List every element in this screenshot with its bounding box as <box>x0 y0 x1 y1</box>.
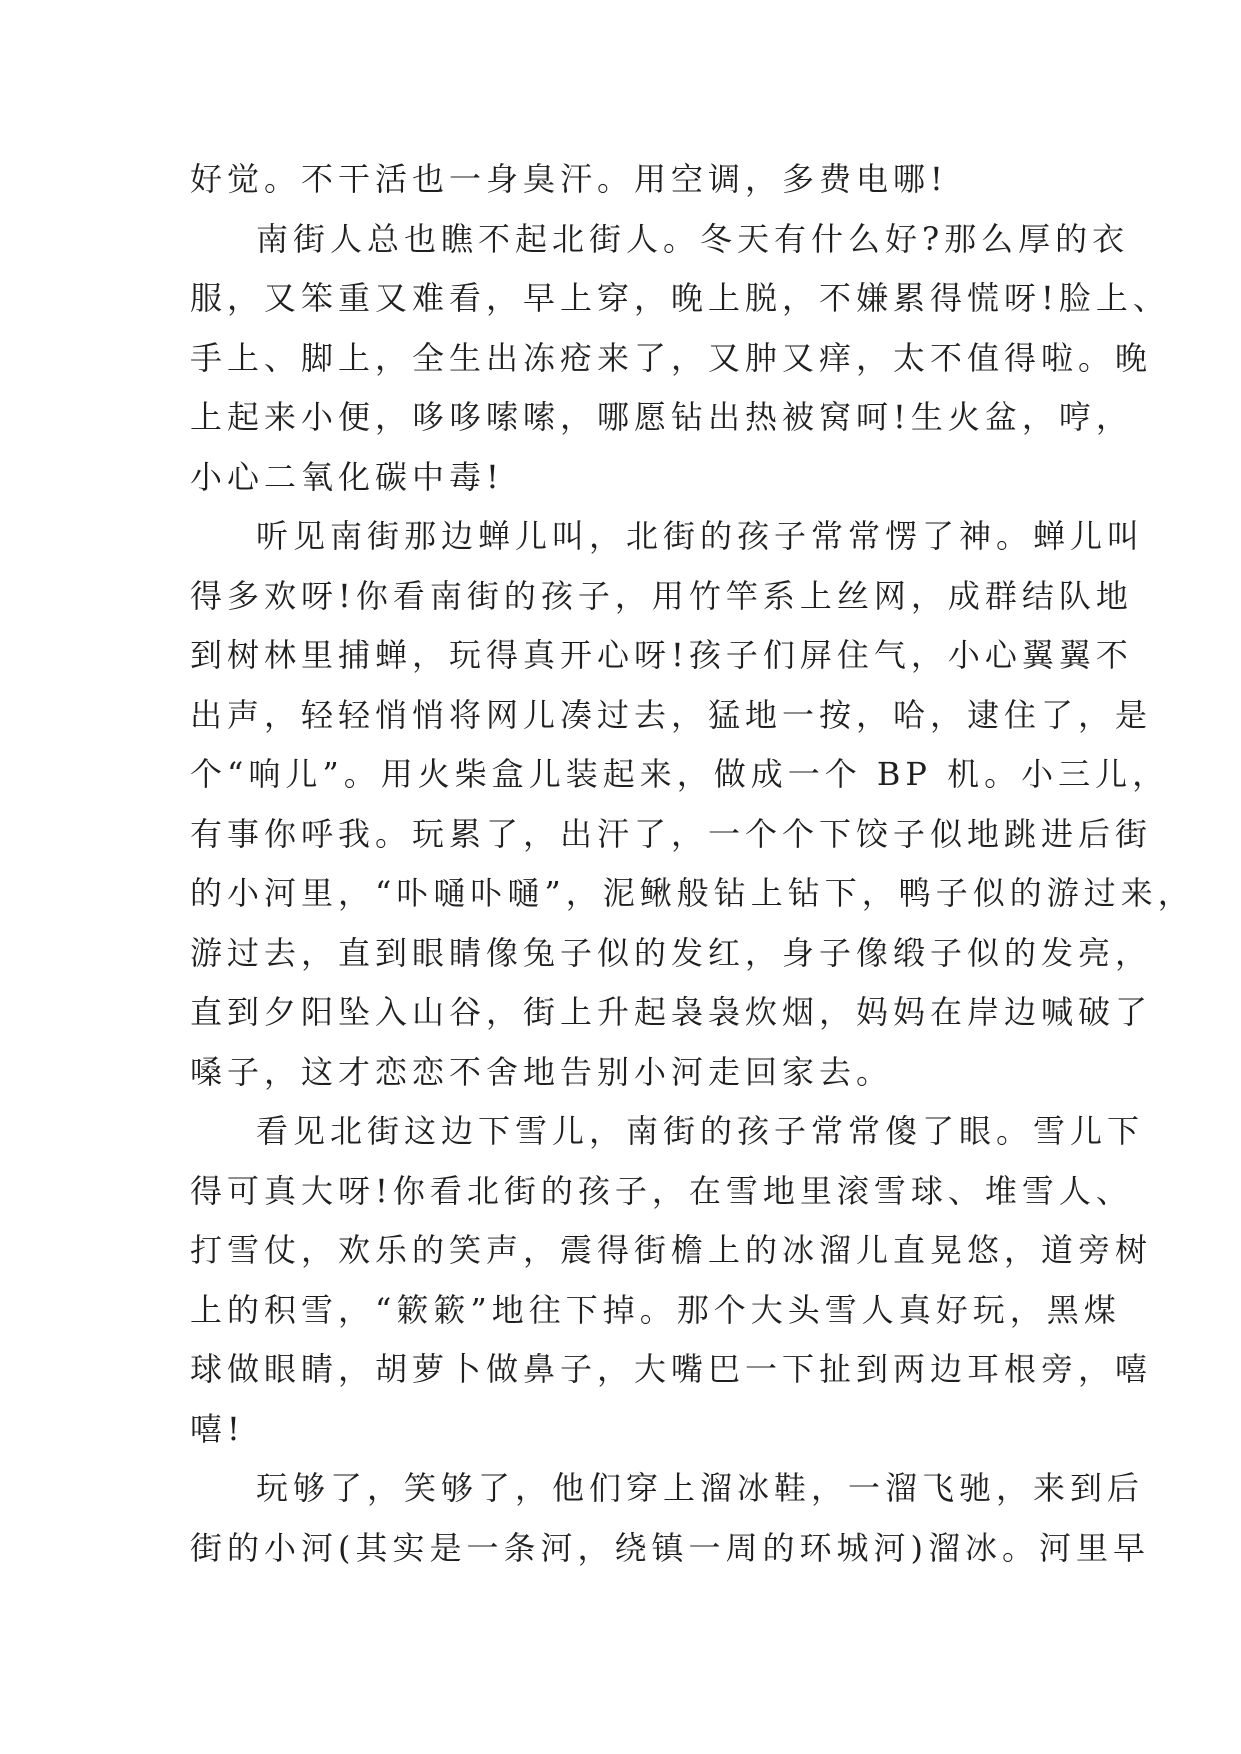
text-line: 出声，轻轻悄悄将网儿凑过去，猛地一按，哈，逮住了，是 <box>190 695 1153 734</box>
text-line: 嗓子，这才恋恋不舍地告别小河走回家去。 <box>190 1052 894 1091</box>
text-line: 听见南街那边蝉儿叫，北街的孩子常常愣了神。蝉儿叫 <box>256 517 1145 555</box>
text-line: 得可真大呀!你看北街的孩子，在雪地里滚雪球、堆雪人、 <box>190 1171 1133 1210</box>
text-line: 游过去，直到眼睛像兔子似的发红，身子像缎子似的发亮， <box>190 933 1153 972</box>
text-line: 到树林里捕蝉，玩得真开心呀!孩子们屏住气，小心翼翼不 <box>190 636 1133 674</box>
text-line: 得多欢呀!你看南街的孩子，用竹竿系上丝网，成群结队地 <box>190 576 1133 615</box>
text-line: 小心二氧化碳中毒! <box>190 457 504 496</box>
body-text <box>190 150 1195 1578</box>
text-line: 街的小河(其实是一条河，绕镇一周的环城河)溜冰。河里早 <box>190 1528 1150 1567</box>
text-line: 球做眼睛，胡萝卜做鼻子，大嘴巴一下扯到两边耳根旁，嘻 <box>190 1350 1153 1388</box>
text-line: 的小河里，“卟嗵卟嗵”，泥鳅般钻上钻下，鸭子似的游过来， <box>190 874 1195 912</box>
text-line: 玩够了，笑够了，他们穿上溜冰鞋，一溜飞驰，来到后 <box>256 1469 1145 1507</box>
text-line: 看见北街这边下雪儿，南街的孩子常常傻了眼。雪儿下 <box>256 1112 1145 1150</box>
text-line: 上的积雪，“簌簌”地往下掉。那个大头雪人真好玩，黑煤 <box>190 1290 1121 1329</box>
text-line: 有事你呼我。玩累了，出汗了，一个个下饺子似地跳进后街 <box>190 814 1153 853</box>
text-line: 个“响儿”。用火柴盒儿装起来，做成一个 BP 机。小三儿， <box>190 755 1170 793</box>
text-line: 嘻! <box>190 1409 245 1448</box>
text-line: 直到夕阳坠入山谷，街上升起袅袅炊烟，妈妈在岸边喊破了 <box>190 993 1153 1031</box>
text-line: 好觉。不干活也一身臭汗。用空调，多费电哪! <box>190 160 948 198</box>
text-line: 服，又笨重又难看，早上穿，晚上脱，不嫌累得慌呀!脸上、 <box>190 279 1170 317</box>
text-line: 南街人总也瞧不起北街人。冬天有什么好?那么厚的衣 <box>256 219 1130 258</box>
text-line: 打雪仗，欢乐的笑声，震得街檐上的冰溜儿直晃悠，道旁树 <box>190 1231 1153 1269</box>
text-line: 上起来小便，哆哆嗦嗦，哪愿钻出热被窝呵!生火盆，哼， <box>190 398 1133 436</box>
text-line: 手上、脚上，全生出冻疮来了，又肿又痒，太不值得啦。晚 <box>190 338 1153 377</box>
